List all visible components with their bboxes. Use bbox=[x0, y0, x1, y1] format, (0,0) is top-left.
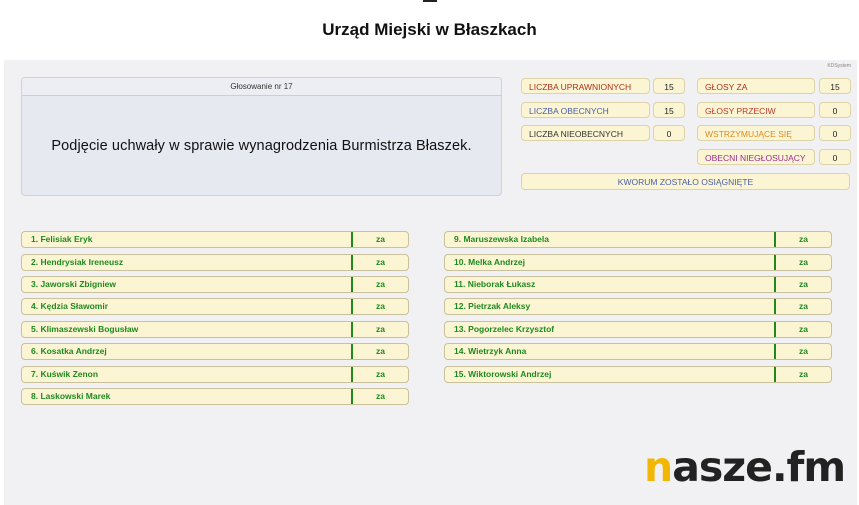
member-row bbox=[21, 254, 409, 271]
member-name: 3. Jaworski Zbigniew bbox=[31, 279, 117, 289]
member-vote: za bbox=[376, 234, 385, 244]
member-row bbox=[21, 298, 409, 315]
member-vote: za bbox=[799, 369, 808, 379]
member-row bbox=[21, 388, 409, 405]
member-row bbox=[21, 276, 409, 293]
stat-label-present: LICZBA OBECNYCH bbox=[521, 102, 650, 118]
member-vote: za bbox=[376, 346, 385, 356]
stat-value-present: 15 bbox=[653, 102, 685, 118]
stat-value-abstain: 0 bbox=[819, 125, 851, 141]
member-vote: za bbox=[799, 346, 808, 356]
member-name: 2. Hendrysiak Ireneusz bbox=[31, 257, 124, 267]
stat-label-eligible: LICZBA UPRAWNIONYCH bbox=[521, 78, 650, 94]
system-tag: KDSystem bbox=[827, 63, 851, 69]
member-row bbox=[444, 231, 832, 248]
stat-value-eligible: 15 bbox=[653, 78, 685, 94]
member-name: 10. Melka Andrzej bbox=[454, 257, 526, 267]
member-vote: za bbox=[376, 369, 385, 379]
stat-label-not-voting: OBECNI NIEGŁOSUJĄCY bbox=[697, 149, 815, 165]
member-name: 9. Maruszewska Izabela bbox=[454, 234, 549, 244]
member-row bbox=[444, 343, 832, 360]
member-vote: za bbox=[376, 391, 385, 401]
stat-value-not-voting: 0 bbox=[819, 149, 851, 165]
member-row bbox=[21, 343, 409, 360]
member-vote: za bbox=[799, 324, 808, 334]
member-row bbox=[444, 366, 832, 383]
logo-letter-n: n bbox=[644, 443, 673, 491]
member-row bbox=[444, 276, 832, 293]
nasze-fm-logo bbox=[644, 442, 845, 492]
member-row bbox=[444, 298, 832, 315]
member-name: 14. Wietrzyk Anna bbox=[454, 346, 527, 356]
stat-label-abstain: WSTRZYMUJĄCE SIĘ bbox=[697, 125, 815, 141]
member-name: 7. Kuświk Zenon bbox=[31, 369, 99, 379]
quorum-status: KWORUM ZOSTAŁO OSIĄGNIĘTE bbox=[521, 173, 850, 190]
stat-label-absent: LICZBA NIEOBECNYCH bbox=[521, 125, 650, 141]
member-vote: za bbox=[799, 301, 808, 311]
member-name: 4. Kędzia Sławomir bbox=[31, 301, 108, 311]
member-name: 1. Felisiak Eryk bbox=[31, 234, 93, 244]
member-vote: za bbox=[799, 234, 808, 244]
member-vote: za bbox=[376, 279, 385, 289]
stat-label-against: GŁOSY PRZECIW bbox=[697, 102, 815, 118]
member-row bbox=[21, 321, 409, 338]
vote-panel bbox=[21, 77, 502, 196]
stat-value-against: 0 bbox=[819, 102, 851, 118]
member-name: 8. Laskowski Marek bbox=[31, 391, 111, 401]
member-row bbox=[21, 366, 409, 383]
member-name: 5. Klimaszewski Bogusław bbox=[31, 324, 139, 334]
member-vote: za bbox=[799, 279, 808, 289]
member-name: 15. Wiktorowski Andrzej bbox=[454, 369, 552, 379]
stat-value-for: 15 bbox=[819, 78, 851, 94]
member-row bbox=[444, 254, 832, 271]
member-vote: za bbox=[376, 257, 385, 267]
voting-screen bbox=[4, 60, 857, 505]
member-vote: za bbox=[376, 301, 385, 311]
logo-text: asze.fm bbox=[672, 443, 846, 491]
member-row bbox=[444, 321, 832, 338]
member-vote: za bbox=[799, 257, 808, 267]
member-name: 12. Pietrzak Aleksy bbox=[454, 301, 531, 311]
member-row bbox=[21, 231, 409, 248]
member-name: 6. Kosatka Andrzej bbox=[31, 346, 107, 356]
top-marker bbox=[423, 0, 437, 2]
vote-number: Głosowanie nr 17 bbox=[22, 78, 501, 96]
member-name: 13. Pogorzelec Krzysztof bbox=[454, 324, 555, 334]
stat-value-absent: 0 bbox=[653, 125, 685, 141]
stat-label-for: GŁOSY ZA bbox=[697, 78, 815, 94]
vote-title: Podjęcie uchwały w sprawie wynagrodzenia Burmistrza Błaszek. bbox=[51, 137, 472, 154]
member-vote: za bbox=[376, 324, 385, 334]
page-title: Urząd Miejski w Błaszkach bbox=[322, 20, 537, 39]
member-name: 11. Nieborak Łukasz bbox=[454, 279, 536, 289]
